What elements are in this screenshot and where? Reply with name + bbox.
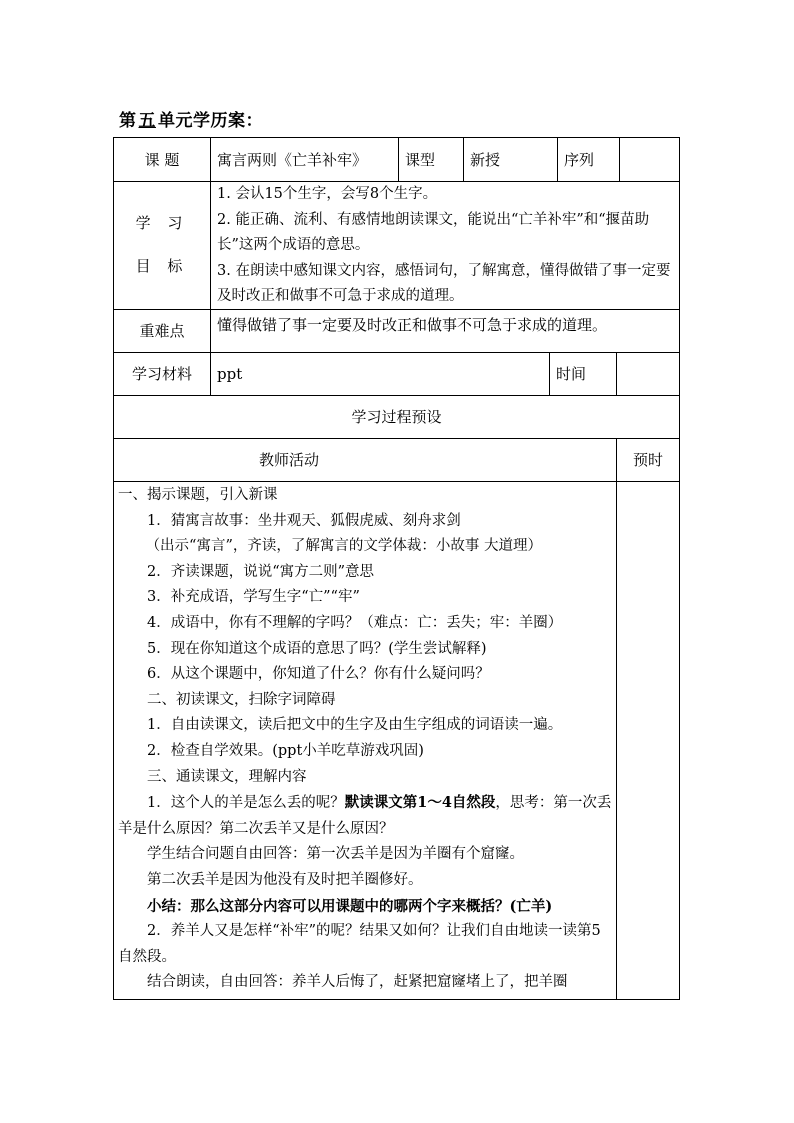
title-prefix: 第 [119,111,137,131]
title-suffix: 单元学历案： [158,111,263,131]
time-label: 时间 [556,365,587,383]
activity-line: 2．养羊人又是怎样“补牢”的呢？结果又如何？让我们自由地读一读第5自然段。 [118,923,601,965]
activity-line: 2．齐读课题，说说“寓方二则”意思 [147,563,375,580]
question-text: 1．这个人的羊是怎么丢的呢？ [147,795,345,812]
activity-line: 6．从这个课题中，你知道了什么？你有什么疑问吗？ [147,666,490,683]
teacher-activity-header: 教师活动 [258,451,319,469]
process-heading: 学习过程预设 [351,408,442,426]
goal-item: 1. 会认15个生字，会写8个生字。 [217,186,438,202]
time-value [617,353,679,395]
activity-line [118,790,613,842]
activity-line: 结合朗读，自由回答：养羊人后悔了，赶紧把窟窿堵上了，把羊圈 [147,974,568,991]
sequence-value [620,138,679,181]
activity-line: 1．自由读课文，读后把文中的生字及由生字组成的词语读一遍。 [147,717,563,734]
section-heading: 三、通读课文，理解内容 [147,768,307,785]
goals-list [217,182,677,310]
activity-line: 5．现在你知道这个成语的意思了吗？(学生尝试解释) [147,640,487,657]
activity-line: （出示“寓言”，齐读，了解寓言的文学体裁：小故事 大道理） [145,538,542,555]
sequence-label: 序列 [564,150,595,169]
material-value: ppt [217,365,243,383]
topic-value: 寓言两则《亡羊补牢》 [217,150,368,169]
summary-line: 小结：那么这部分内容可以用课题中的哪两个字来概括？(亡羊) [147,897,553,915]
unit-number: 五 [138,111,156,131]
goal-item: 3. 在朗读中感知课文内容，感悟词句，了解寓意，懂得做错了事一定要及时改正和做事不可急于求成的道理。 [217,262,671,305]
section-heading: 一、揭示课题，引入新课 [118,487,278,503]
key-points-label: 重难点 [139,322,185,340]
goal-item: 2. 能正确、流利、有感情地朗读课文，能说出“亡羊补牢”和“揠苗助长”这两个成语的意思。 [217,211,650,254]
goals-label-line1: 学 习 [135,214,189,232]
section-heading: 二、初读课文，扫除字词障碍 [147,691,336,708]
estimated-time-header: 预时 [632,451,663,469]
bold-instruction: 默读课文第1～4自然段 [344,794,496,812]
activity-line: 4．成语中，你有不理解的字吗？（难点：亡：丢失；牢：羊圈） [147,614,563,631]
material-label: 学习材料 [131,365,192,383]
activity-line: 1．猜寓言故事：坐井观天、狐假虎威、刻舟求剑 [147,512,461,529]
type-value: 新授 [470,150,501,169]
topic-label: 课 题 [144,150,180,169]
activity-line: 3．补充成语，学写生字“亡”“牢” [147,589,360,606]
activity-line: 第二次丢羊是因为他没有及时把羊圈修好。 [147,871,423,888]
goals-label-line2: 目 标 [135,257,189,275]
page-title [119,106,263,131]
activity-line: 2．检查自学效果。(ppt小羊吃草游戏巩固) [147,742,424,759]
type-label: 课型 [405,150,436,169]
activity-line: 学生结合问题自由回答：第一次丢羊是因为羊圈有个窟窿。 [147,846,524,863]
teacher-activity-content [118,483,613,996]
key-points-value: 懂得做错了事一定要及时改正和做事不可急于求成的道理。 [217,316,608,334]
question-text: ，思考：第一次丢羊是什么原因？第二次丢羊又是什么原因？ [118,795,612,837]
